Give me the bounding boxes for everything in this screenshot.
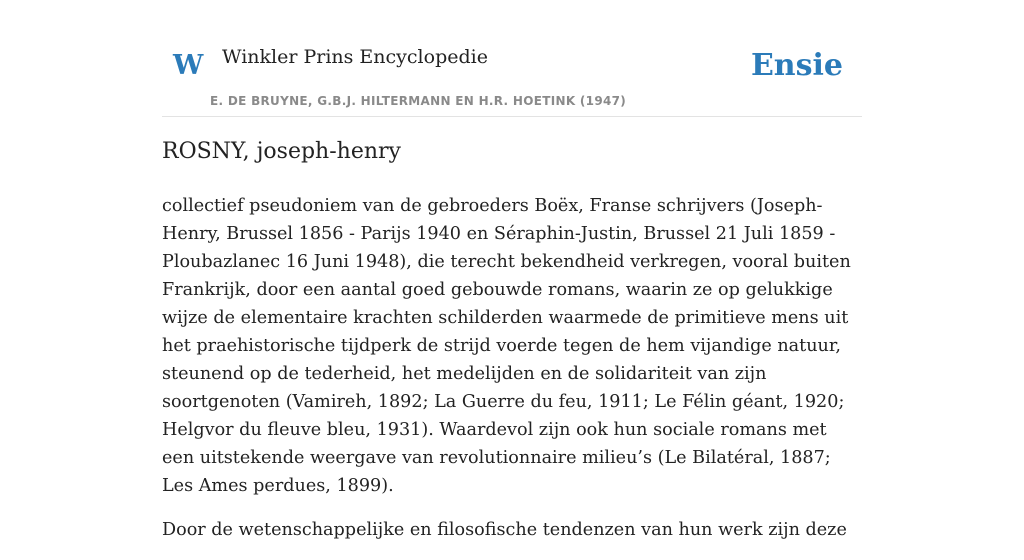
entry-paragraph: Door de wetenschappelijke en filosofische tendenzen van hun werk zijn deze — [162, 520, 847, 540]
source-title[interactable]: Winkler Prins Encyclopedie — [222, 46, 488, 68]
header — [162, 0, 862, 117]
source-logo-icon[interactable]: W — [173, 50, 204, 81]
entry-paragraph: collectief pseudoniem van de gebroeders Boëx, Franse schrijvers (Joseph-Henry, Brussel 1856 - Parijs 1940 en Séraphin-Justin, Brussel 21 Juli 1859 - Ploubazlanec 16 Juni 1948), die terecht bekendheid verkregen, vooral buiten Frankrijk, door een aantal goed gebouwde romans, waarin ze op gelukkige wijze de elementaire krachten schilderden waarmede de primitieve mens uit het praehistorische tijdperk de strijd voerde tegen de hem vijandige natuur, steunend op de tederheid, het medelijden en de solidariteit van zijn soortgenoten (Vamireh, 1892; La Guerre du feu, 1911; Le Félin géant, 1920; Helgvor du fleuve bleu, 1931). Waardevol zijn ook hun sociale romans met een uitstekende weergave van revolutionnaire milieu’s (Le Bilatéral, 1887; Les Ames perdues, 1899). — [162, 196, 851, 496]
content-container — [162, 0, 862, 540]
source-authors: E. DE BRUYNE, G.B.J. HILTERMANN EN H.R. HOETINK (1947) — [210, 94, 627, 108]
entry-title: ROSNY, joseph-henry — [162, 139, 401, 164]
entry-body — [162, 192, 862, 560]
ensie-logo-link[interactable]: Ensie — [750, 48, 843, 83]
